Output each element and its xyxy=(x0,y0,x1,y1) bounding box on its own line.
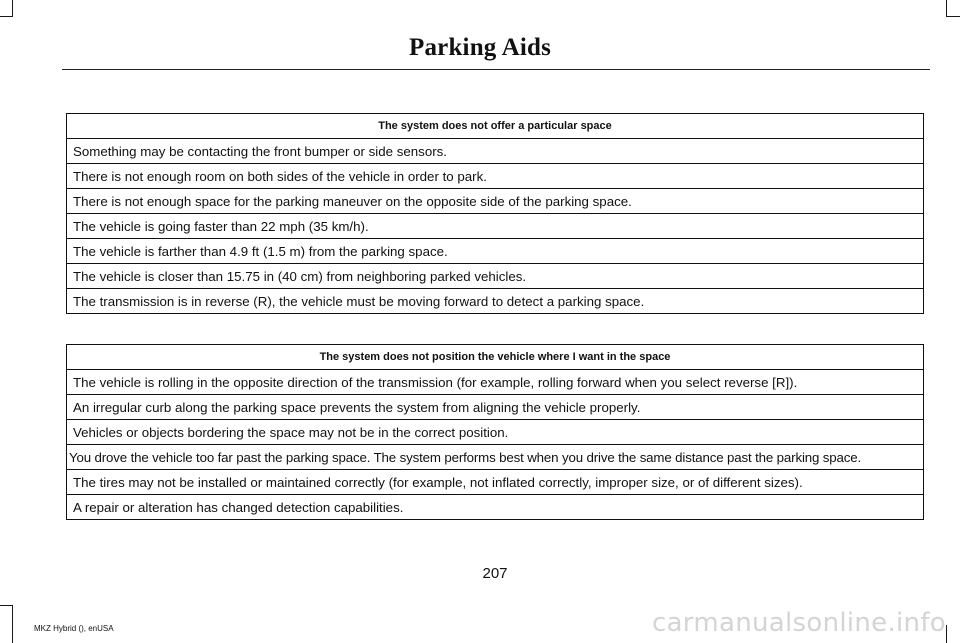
table-cell: The vehicle is rolling in the opposite direction of the transmission (for example, rolling forward when you select reverse [R]). xyxy=(67,370,924,395)
table-cell: You drove the vehicle too far past the parking space. The system performs best when you drive the same distance past the parking space. xyxy=(67,445,924,470)
table-row xyxy=(67,164,924,189)
table-heading: The system does not position the vehicle where I want in the space xyxy=(67,345,924,370)
table-cell: An irregular curb along the parking space prevents the system from aligning the vehicle properly. xyxy=(67,395,924,420)
table-cell: Something may be contacting the front bumper or side sensors. xyxy=(67,139,924,164)
table-row xyxy=(67,214,924,239)
table-cell: The tires may not be installed or maintained correctly (for example, not inflated correctly, improper size, or of different sizes). xyxy=(67,470,924,495)
table-row xyxy=(67,470,924,495)
crop-mark-top-left-v xyxy=(12,0,13,16)
table-row xyxy=(67,420,924,445)
table-header-row xyxy=(67,345,924,370)
no-space-offered-table xyxy=(66,113,924,314)
crop-mark-top-right-v xyxy=(946,0,947,16)
table-cell: There is not enough space for the parking maneuver on the opposite side of the parking space. xyxy=(67,189,924,214)
table-cell: The transmission is in reverse (R), the vehicle must be moving forward to detect a parking space. xyxy=(67,289,924,314)
table-row xyxy=(67,189,924,214)
table-cell: A repair or alteration has changed detection capabilities. xyxy=(67,495,924,520)
watermark: carmanualsonline.info xyxy=(651,608,946,638)
table-heading: The system does not offer a particular space xyxy=(67,114,924,139)
crop-mark-bottom-right-v xyxy=(946,625,947,643)
page-title: Parking Aids xyxy=(408,34,552,61)
table-row xyxy=(67,239,924,264)
table-row xyxy=(67,139,924,164)
table-cell: The vehicle is farther than 4.9 ft (1.5 m) from the parking space. xyxy=(67,239,924,264)
crop-mark-top-left-h xyxy=(0,16,13,17)
table-cell: There is not enough room on both sides of the vehicle in order to park. xyxy=(67,164,924,189)
table-cell: Vehicles or objects bordering the space may not be in the correct position. xyxy=(67,420,924,445)
crop-mark-top-right-h xyxy=(946,16,960,17)
vehicle-position-table xyxy=(66,344,924,520)
table-row xyxy=(67,495,924,520)
crop-mark-bottom-left-v xyxy=(12,605,13,643)
table-row xyxy=(67,264,924,289)
table-row xyxy=(67,370,924,395)
table-row xyxy=(67,395,924,420)
table-row xyxy=(67,289,924,314)
page-number: 207 xyxy=(482,565,508,582)
table-cell: The vehicle is closer than 15.75 in (40 cm) from neighboring parked vehicles. xyxy=(67,264,924,289)
table-row xyxy=(67,445,924,470)
table-header-row xyxy=(67,114,924,139)
table-cell: The vehicle is going faster than 22 mph (35 km/h). xyxy=(67,214,924,239)
header-divider xyxy=(62,69,930,70)
model-label: MKZ Hybrid (), enUSA xyxy=(34,624,114,633)
crop-mark-bottom-left-h xyxy=(0,605,13,606)
